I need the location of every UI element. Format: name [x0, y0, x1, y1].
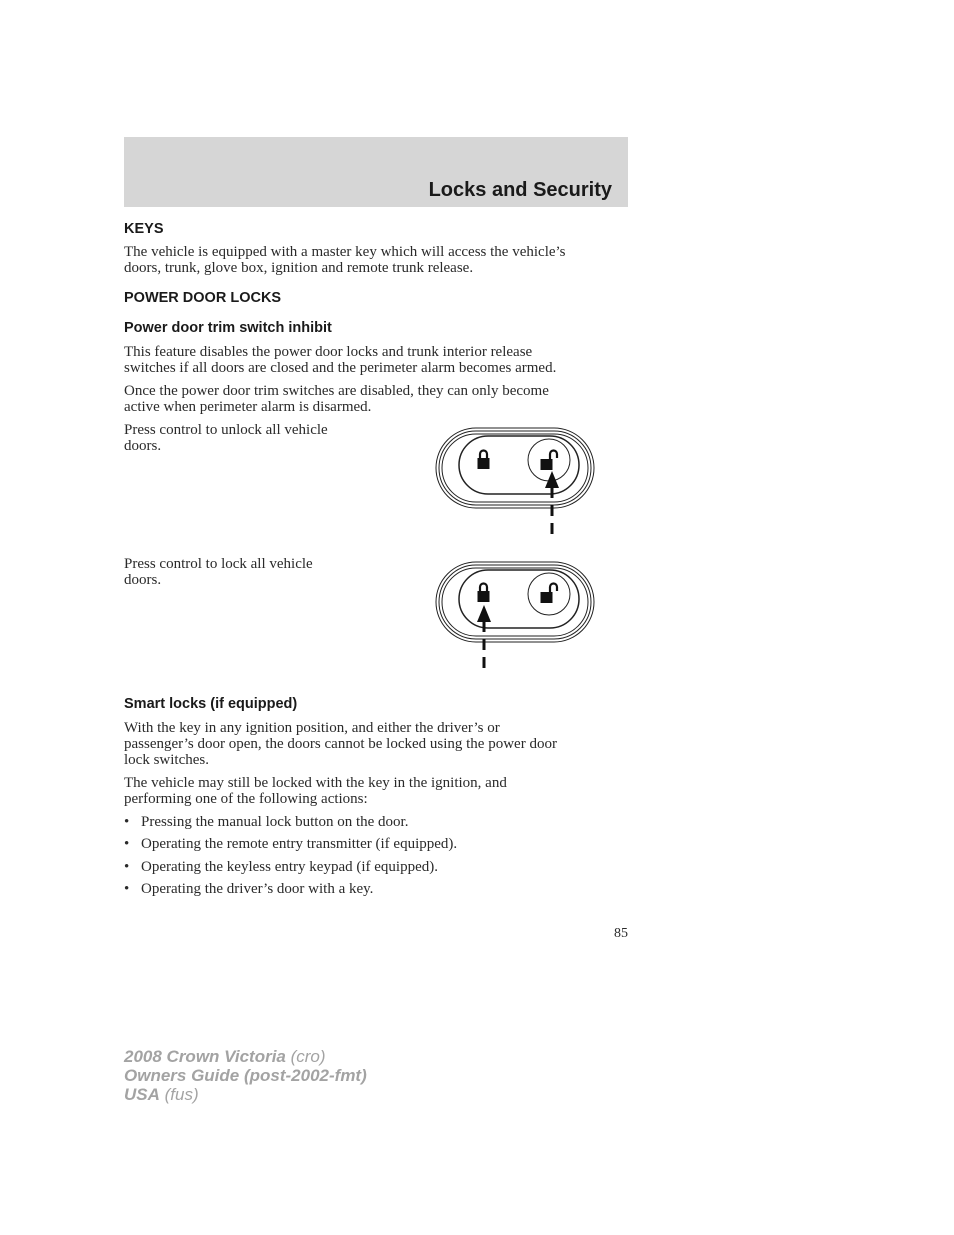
lock-line-2: doors. [124, 572, 162, 589]
list-item-text: Operating the driver’s door with a key. [141, 881, 374, 897]
footer-model: 2008 Crown Victoria [124, 1047, 286, 1066]
power-door-locks-heading: POWER DOOR LOCKS [124, 290, 282, 306]
trim-switch-inhibit-subheading: Power door trim switch inhibit [124, 320, 332, 336]
bullet-icon: • [124, 836, 130, 852]
list-item [124, 836, 628, 853]
footer-market: USA [124, 1085, 160, 1104]
inhibit-p1-line-2: switches if all doors are closed and the perimeter alarm becomes armed. [124, 360, 557, 377]
inhibit-p1-line-1: This feature disables the power door locks and trunk interior release [124, 344, 533, 360]
smart-p1-line-3: lock switches. [124, 752, 209, 769]
switch-rocker [459, 570, 579, 628]
inhibit-paragraph-2 [124, 383, 628, 415]
document-footer [124, 1047, 367, 1104]
press-arrow-icon [477, 605, 491, 671]
keys-line-1: The vehicle is equipped with a master key which will access the vehicle’s [124, 244, 566, 260]
bullet-icon: • [124, 859, 130, 875]
section-title: Locks and Security [428, 179, 612, 201]
keys-line-2: doors, trunk, glove box, ignition and remote trunk release. [124, 260, 474, 277]
smart-locks-paragraph-1 [124, 720, 628, 769]
smart-p1-line-1: With the key in any ignition position, and either the driver’s or [124, 720, 500, 736]
unlock-line-1: Press control to unlock all vehicle [124, 422, 328, 438]
list-item [124, 881, 628, 898]
footer-guide: Owners Guide (post-2002-fmt) [124, 1066, 367, 1085]
inhibit-paragraph-1 [124, 344, 628, 376]
bullet-icon: • [124, 881, 130, 897]
section-header-band [124, 137, 628, 207]
unlock-icon [541, 451, 558, 471]
smart-locks-paragraph-2 [124, 775, 628, 807]
unlock-switch-illustration [432, 424, 600, 544]
list-item-text: Pressing the manual lock button on the door. [141, 814, 409, 830]
inhibit-p2-line-2: active when perimeter alarm is disarmed. [124, 399, 372, 416]
keys-heading: KEYS [124, 221, 164, 237]
lock-icon [478, 584, 490, 603]
inhibit-p2-line-1: Once the power door trim switches are disabled, they can only become [124, 383, 549, 399]
switch-rocker [459, 436, 579, 494]
smart-locks-subheading: Smart locks (if equipped) [124, 696, 298, 712]
list-item-text: Operating the remote entry transmitter (if equipped). [141, 836, 458, 852]
lock-line-1: Press control to lock all vehicle [124, 556, 313, 572]
keys-paragraph [124, 244, 628, 276]
smart-p1-line-2: passenger’s door open, the doors cannot be locked using the power door [124, 736, 557, 753]
smart-p2-line-1: The vehicle may still be locked with the key in the ignition, and [124, 775, 507, 791]
unlock-icon [541, 584, 558, 604]
page-number: 85 [614, 926, 628, 941]
list-item-text: Operating the keyless entry keypad (if equipped). [141, 859, 438, 875]
lock-icon [478, 451, 490, 470]
lock-switch-illustration [432, 558, 600, 674]
lock-instruction [124, 556, 384, 588]
list-item [124, 814, 628, 831]
smart-p2-line-2: performing one of the following actions: [124, 791, 368, 808]
footer-market-code: (fus) [164, 1085, 199, 1104]
unlock-instruction [124, 422, 384, 454]
bullet-icon: • [124, 814, 130, 830]
unlock-line-2: doors. [124, 438, 162, 455]
list-item [124, 859, 628, 876]
footer-model-code: (cro) [290, 1047, 326, 1066]
